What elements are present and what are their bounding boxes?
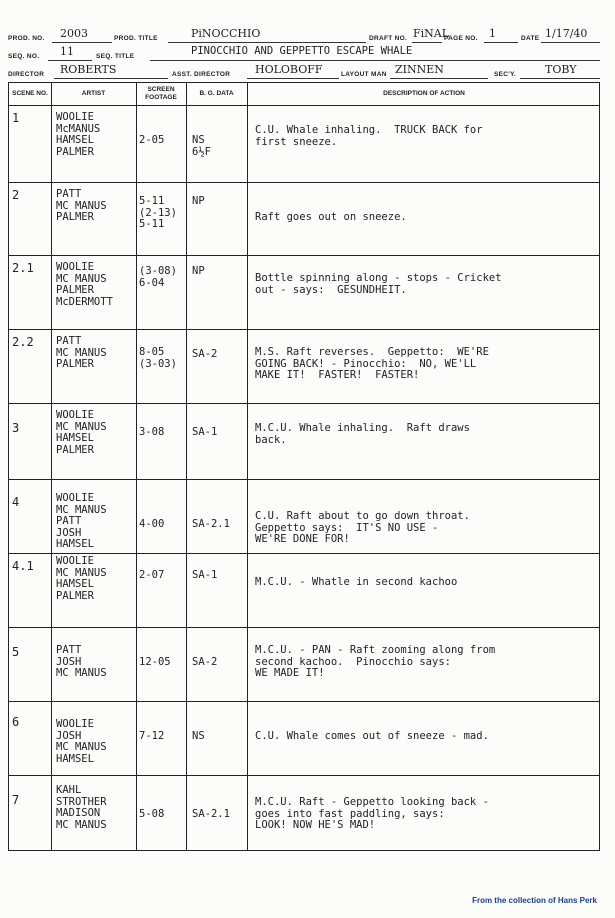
row-1-scene: 1 [12,111,20,125]
row-2-bdata: NP [192,195,205,207]
row-2-scene: 2 [12,188,20,202]
layout-man-label: LAYOUT MAN [341,71,387,78]
header-line-3 [8,64,600,82]
row-9-footage: 7-12 [139,730,165,742]
page-no-label: PAGE NO. [444,35,478,42]
row-8-bdata: SA-2 [192,656,218,668]
prod-title-label: PROD. TITLE [114,35,158,42]
row-5-footage: 3-08 [139,426,165,438]
row-4-scene: 2.2 [12,335,34,349]
row-10-scene: 7 [12,793,20,807]
layout-man: ZINNEN [395,63,444,76]
row-6-scene: 4 [12,495,20,509]
row-10-footage: 5-08 [139,808,165,820]
row-10-desc: M.C.U. Raft - Geppetto looking back - goes into fast paddling, says: LOOK! NOW HE'S MAD! [255,796,489,831]
row-9-bdata: NS [192,730,205,742]
row-1-footage: 2-05 [139,134,165,146]
collection-credit: From the collection of Hans Perk [472,896,597,905]
row-5-bdata: SA-1 [192,426,218,438]
row-2-desc: Raft goes out on sneeze. [255,211,407,223]
row-5-desc: M.C.U. Whale inhaling. Raft draws back. [255,422,470,446]
row-1-bdata: NS 6½F [192,134,211,158]
row-6-bdata: SA-2.1 [192,518,230,530]
seq-title-label: SEQ. TITLE [96,53,135,60]
row-8-footage: 12-05 [139,656,171,668]
row-2-artist: PATT MC MANUS PALMER [56,188,107,223]
row-2-footage: 5-11 (2-13) 5-11 [139,195,177,230]
row-8-desc: M.C.U. - PAN - Raft zooming along from second kachoo. Pinocchio says: WE MADE IT! [255,644,496,679]
row-4-artist: PATT MC MANUS PALMER [56,335,107,370]
row-6-artist: WOOLIE MC MANUS PATT JOSH HAMSEL [56,492,107,550]
secy: TOBY [545,63,577,76]
row-6-desc: C.U. Raft about to go down throat. Geppetto says: IT'S NO USE - WE'RE DONE FOR! [255,510,470,545]
row-7-desc: M.C.U. - Whatle in second kachoo [255,576,458,588]
row-10-bdata: SA-2.1 [192,808,230,820]
row-7-scene: 4.1 [12,559,34,573]
seq-no-label: SEQ. NO. [8,53,40,60]
prod-no: 2003 [60,27,88,40]
row-7-artist: WOOLIE MC MANUS HAMSEL PALMER [56,555,107,602]
row-4-bdata: SA-2 [192,348,218,360]
director-label: DIRECTOR [8,71,45,78]
prod-title: PiNOCCHIO [191,27,261,40]
row-9-desc: C.U. Whale comes out of sneeze - mad. [255,730,489,742]
row-1-desc: C.U. Whale inhaling. TRUCK BACK for first sneeze. [255,124,483,148]
row-5-artist: WOOLIE MC MANUS HAMSEL PALMER [56,409,107,456]
row-3-artist: WOOLIE MC MANUS PALMER McDERMOTT [56,261,113,308]
asst-director-label: ASST. DIRECTOR [172,71,231,78]
row-3-bdata: NP [192,265,205,277]
prod-no-label: PROD. NO. [8,35,45,42]
row-5-scene: 3 [12,421,20,435]
row-3-footage: (3-08) 6-04 [139,265,177,289]
row-4-footage: 8-05 (3-03) [139,346,177,370]
row-9-artist: WOOLIE JOSH MC MANUS HAMSEL [56,718,107,765]
seq-title: PINOCCHIO AND GEPPETTO ESCAPE WHALE [191,45,413,57]
page-no: 1 [489,27,496,40]
header-line-1 [8,28,600,46]
col-bdata-header: B. G. DATA [199,90,234,97]
seq-no: 11 [60,45,74,58]
asst-director: HOLOBOFF [255,63,323,76]
row-3-desc: Bottle spinning along - stops - Cricket out - says: GESUNDHEIT. [255,272,502,296]
row-7-bdata: SA-1 [192,569,218,581]
col-scene-header: SCENE NO. [12,90,48,97]
row-8-scene: 5 [12,645,20,659]
header-line-2 [8,46,600,64]
draft-no: FiNAL [413,27,450,40]
row-3-scene: 2.1 [12,261,34,275]
row-8-artist: PATT JOSH MC MANUS [56,644,107,679]
scene-table [8,82,600,851]
draft-no-label: DRAFT NO. [369,35,408,42]
col-footage-header: SCREEN FOOTAGE [145,86,177,101]
director: ROBERTS [60,63,117,76]
date-label: DATE [521,35,540,42]
secy-label: SEC'Y. [494,71,517,78]
date: 1/17/40 [545,27,588,40]
row-7-footage: 2-07 [139,569,165,581]
col-artist-header: ARTIST [81,90,106,97]
row-1-artist: WOOLIE McMANUS HAMSEL PALMER [56,111,101,158]
col-desc-header: DESCRIPTION OF ACTION [383,90,465,97]
row-9-scene: 6 [12,715,20,729]
row-10-artist: KAHL STROTHER MADISON MC MANUS [56,784,107,831]
row-4-desc: M.S. Raft reverses. Geppetto: WE'RE GOING BACK! - Pinocchio: NO, WE'LL MAKE IT! FASTER! FASTER! [255,346,489,381]
row-6-footage: 4-00 [139,518,165,530]
